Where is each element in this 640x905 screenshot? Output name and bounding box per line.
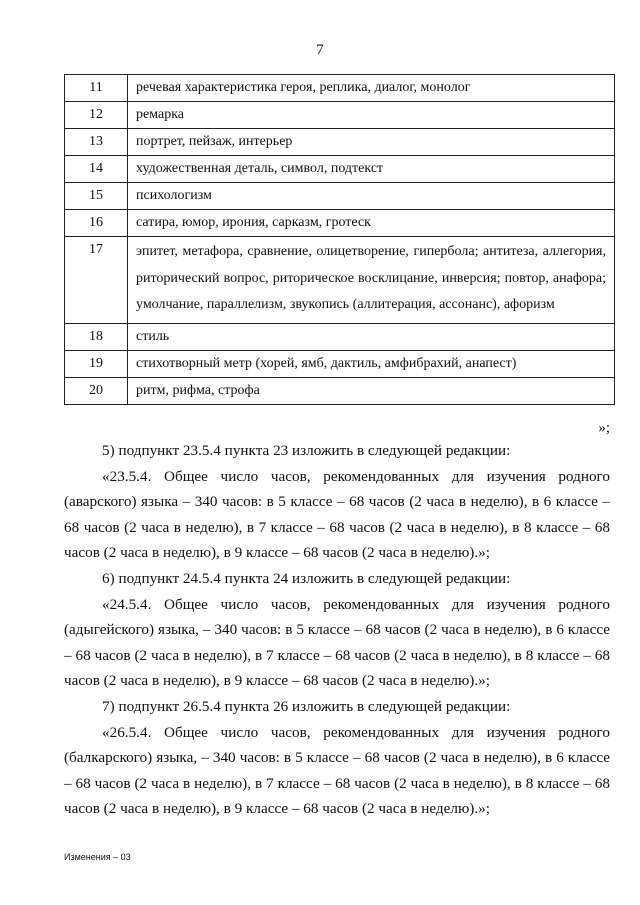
paragraph: «26.5.4. Общее число часов, рекомендованных для изучения родного (балкарского) языка, – 340 часов: в 5 классе – 68 часов (2 часа в неделю), в 6 классе – 68 часов (2 часа в неделю), в 7 классе – 68 часов (2 часа в неделю), в 8 классе – 68 часов (2 часа в неделю), в 9 классе – 68 часов (2 часа в неделю).»; bbox=[64, 723, 610, 818]
paragraph: 7) подпункт 26.5.4 пункта 26 изложить в следующей редакции: bbox=[102, 697, 511, 715]
row-text: психологизм bbox=[128, 183, 615, 210]
row-number: 11 bbox=[65, 75, 128, 102]
row-text: сатира, юмор, ирония, сарказм, гротеск bbox=[128, 210, 615, 237]
row-text: ритм, рифма, строфа bbox=[128, 377, 615, 404]
row-number: 12 bbox=[65, 102, 128, 129]
row-number: 14 bbox=[65, 156, 128, 183]
paragraph: 5) подпункт 23.5.4 пункта 23 изложить в следующей редакции: bbox=[102, 442, 511, 459]
paragraph: «23.5.4. Общее число часов, рекомендованных для изучения родного (аварского) языка – 340 часов: в 5 классе – 68 часов (2 часа в неделю), в 6 классе – 68 часов (2 часа в неделю), в 7 классе – 68 часов (2 часа в неделю), в 8 классе – 68 часов (2 часа в неделю), в 9 классе – 68 часов (2 часа в неделю).»; bbox=[64, 467, 610, 562]
table-row bbox=[65, 129, 615, 156]
row-text: эпитет, метафора, сравнение, олицетворение, гипербола; антитеза, аллегория, риторический вопрос, риторическое восклицание, инверсия; повтор, анафора; умолчание, параллелизм, звукопись (аллитерация, ассонанс), афоризм bbox=[128, 237, 615, 324]
row-text: художественная деталь, символ, подтекст bbox=[128, 156, 615, 183]
table-row bbox=[65, 75, 615, 102]
paragraph: 6) подпункт 24.5.4 пункта 24 изложить в следующей редакции: bbox=[102, 569, 511, 587]
row-text: речевая характеристика героя, реплика, диалог, монолог bbox=[128, 75, 615, 102]
row-number: 15 bbox=[65, 183, 128, 210]
row-text: стиль bbox=[128, 323, 615, 350]
table-row bbox=[65, 237, 615, 324]
terms-table bbox=[64, 74, 615, 405]
row-number: 13 bbox=[65, 129, 128, 156]
row-number: 18 bbox=[65, 323, 128, 350]
row-number: 16 bbox=[65, 210, 128, 237]
table-row bbox=[65, 210, 615, 237]
table-row bbox=[65, 350, 615, 377]
table-row bbox=[65, 377, 615, 404]
table-row bbox=[65, 156, 615, 183]
page-number: 7 bbox=[316, 42, 324, 58]
table-row bbox=[65, 323, 615, 350]
paragraph: «24.5.4. Общее число часов, рекомендованных для изучения родного (адыгейского) языка, – 340 часов: в 5 классе – 68 часов (2 часа в неделю), в 6 классе – 68 часов (2 часа в неделю), в 7 классе – 68 часов (2 часа в неделю), в 8 классе – 68 часов (2 часа в неделю), в 9 классе – 68 часов (2 часа в неделю).»; bbox=[64, 595, 610, 690]
row-text: портрет, пейзаж, интерьер bbox=[128, 129, 615, 156]
row-text: ремарка bbox=[128, 102, 615, 129]
footer-label: Изменения – 03 bbox=[64, 852, 131, 862]
amendments-body bbox=[64, 438, 610, 822]
row-text: стихотворный метр (хорей, ямб, дактиль, амфибрахий, анапест) bbox=[128, 350, 615, 377]
table-row bbox=[65, 183, 615, 210]
row-number: 20 bbox=[65, 377, 128, 404]
row-number: 17 bbox=[65, 237, 128, 324]
table-row bbox=[65, 102, 615, 129]
row-number: 19 bbox=[65, 350, 128, 377]
table-closing-quote: »; bbox=[598, 420, 610, 436]
